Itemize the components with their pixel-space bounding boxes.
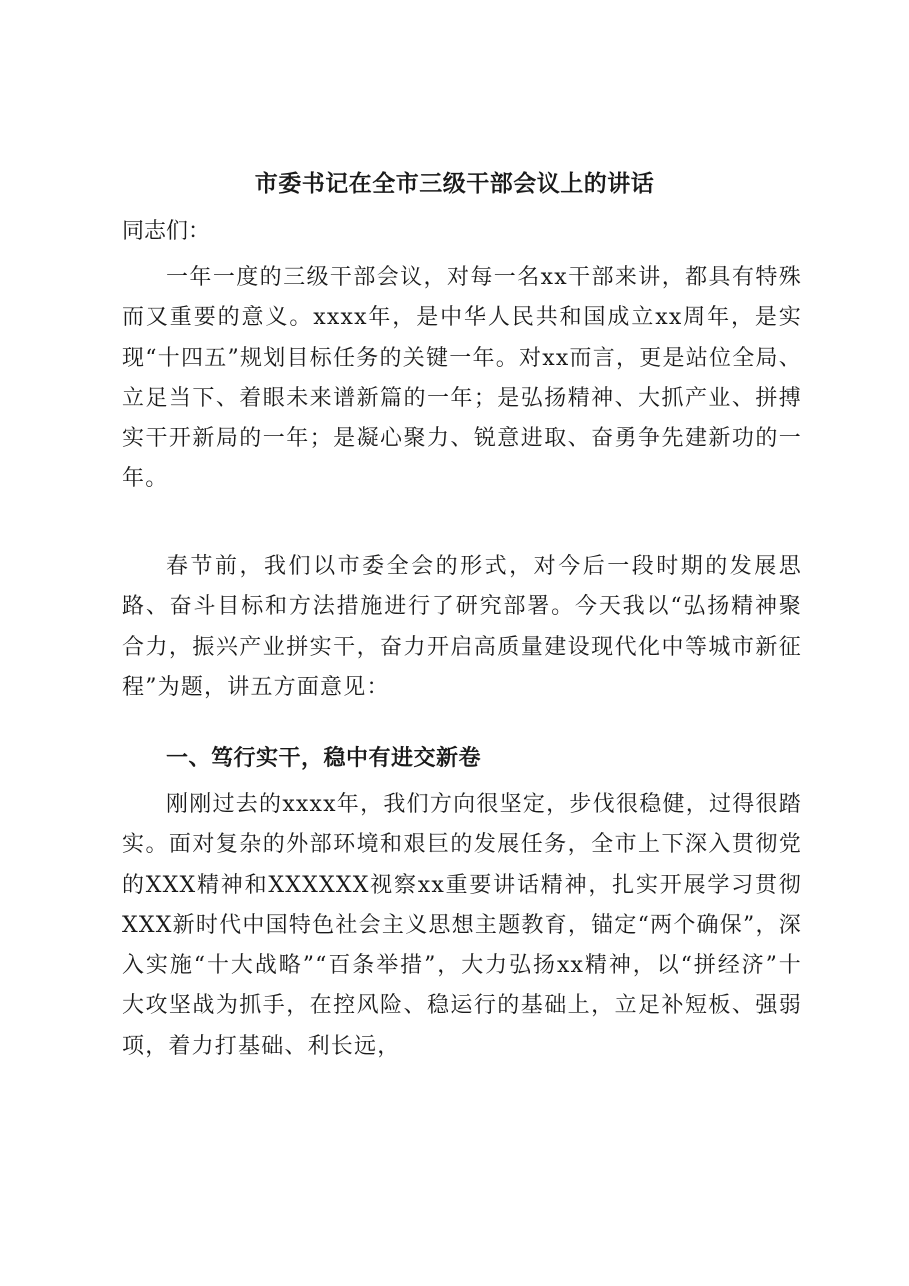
paragraph-review: 刚刚过去的xxxx年，我们方向很坚定，步伐很稳健，过得很踏实。面对复杂的外部环境和艰巨的发展任务，全市上下深入贯彻党的XXX精神和XXXXXX视察xx重要讲话精神，扎实开展学习贯彻XXX新时代中国特色社会主义思想主题教育，锚定“两个确保”，深入实施“十大战略”“百条举措”，大力弘扬xx精神，以“拼经济”十大攻坚战为抓手，在控风险、稳运行的基础上，立足补短板、强弱项，着力打基础、利长远， [122, 792, 802, 1059]
paragraph-outline: 春节前，我们以市委全会的形式，对今后一段时期的发展思路、奋斗目标和方法措施进行了研究部署。今天我以“弘扬精神聚合力，振兴产业拼实干，奋力开启高质量建设现代化中等城市新征程”为题，讲五方面意见： [122, 554, 802, 700]
salutation: 同志们： [122, 219, 211, 244]
section-heading: 一、笃行实干，稳中有进交新卷 [166, 745, 482, 771]
document-title: 市委书记在全市三级干部会议上的讲话 [254, 170, 655, 197]
paragraph-intro: 一年一度的三级干部会议，对每一名xx干部来讲，都具有特殊而又重要的意义。xxxx年，是中华人民共和国成立xx周年，是实现“十四五”规划目标任务的关键一年。对xx而言，更是站位全局、立足当下、着眼未来谱新篇的一年；是弘扬精神、大抓产业、拼搏实干开新局的一年；是凝心聚力、锐意进取、奋勇争先建新功的一年。 [122, 265, 802, 492]
